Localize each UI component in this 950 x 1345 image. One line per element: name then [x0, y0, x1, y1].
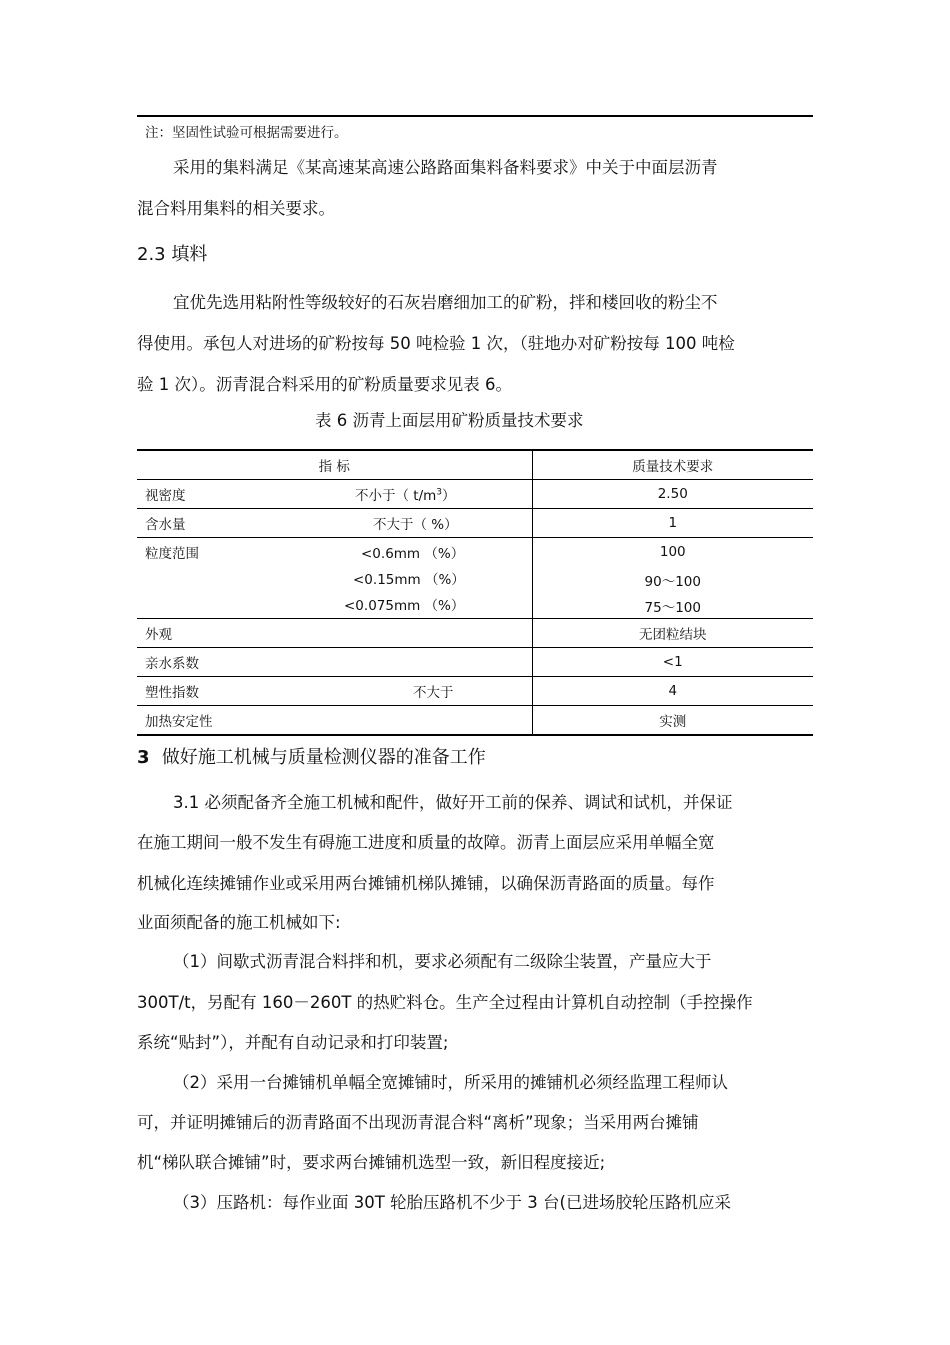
requirement-value: <1 — [532, 648, 813, 677]
indicator-cell — [137, 509, 532, 538]
paragraph-line: 宜优先选用粘附性等级较好的石灰岩磨细加工的矿粉，拌和楼回收的粉尘不 — [173, 293, 718, 312]
section-number: 3 — [137, 747, 150, 768]
indicator-cell — [137, 648, 532, 677]
requirement-value: 2.50 — [532, 480, 813, 509]
table-row — [137, 538, 813, 619]
indicator-condition: 不小于（ $t/m^3$） — [355, 487, 456, 504]
requirement-value — [532, 538, 813, 619]
table-row — [137, 677, 813, 706]
indicator-name: 粒度范围 — [145, 546, 199, 562]
indicator-name: 亲水系数 — [145, 656, 199, 672]
section-title: 做好施工机械与质量检测仪器的准备工作 — [161, 747, 486, 768]
table-row — [137, 706, 813, 736]
table-header-row — [137, 450, 813, 480]
indicator-name: 塑性指数 — [145, 685, 199, 701]
paragraph-line: 机械化连续摊铺作业或采用两台摊铺机梯队摊铺，以确保沥青路面的质量。每作 — [137, 874, 715, 893]
paragraph-line: 验 1 次）。沥青混合料采用的矿粉质量要求见表 6。 — [137, 375, 512, 394]
header-indicator: 指 标 — [137, 450, 532, 480]
indicator-cell — [137, 480, 532, 509]
top-rule — [137, 115, 813, 117]
paragraph-line: 混合料用集料的相关要求。 — [137, 199, 335, 218]
requirement-value: 4 — [532, 677, 813, 706]
table-row — [137, 480, 813, 509]
paragraph-line: 机“梯队联合摊铺”时，要求两台摊铺机选型一致，新旧程度接近; — [137, 1153, 606, 1172]
indicator-name: 外观 — [145, 627, 172, 643]
requirement-value: 实测 — [532, 706, 813, 736]
paragraph-line: （2）采用一台摊铺机单幅全宽摊铺时，所采用的摊铺机必须经监理工程师认 — [173, 1073, 728, 1092]
indicator-condition: <0.075mm （%） — [344, 598, 465, 614]
mineral-powder-spec-table — [137, 449, 813, 736]
indicator-cell — [137, 538, 532, 619]
paragraph-line: 3.1 必须配备齐全施工机械和配件，做好开工前的保养、调试和试机，并保证 — [173, 793, 733, 812]
indicator-cell — [137, 619, 532, 648]
paragraph-line: 在施工期间一般不发生有碍施工进度和质量的故障。沥青上面层应采用单幅全宽 — [137, 833, 715, 852]
section-heading-3 — [137, 743, 486, 769]
requirement-value: 75～100 — [644, 600, 701, 616]
paragraph-line: 得使用。承包人对进场的矿粉按每 50 吨检验 1 次，（驻地办对矿粉按每 100 吨检 — [137, 334, 735, 353]
table-caption: 表 6 沥青上面层用矿粉质量技术要求 — [315, 411, 584, 430]
requirement-value: 100 — [659, 544, 686, 560]
header-requirement: 质量技术要求 — [532, 450, 813, 480]
table-row — [137, 648, 813, 677]
indicator-condition: <0.6mm （%） — [361, 546, 465, 562]
indicator-cell — [137, 706, 532, 736]
paragraph-line: 可，并证明摊铺后的沥青路面不出现沥青混合料“离析”现象；当采用两台摊铺 — [137, 1113, 699, 1132]
indicator-name: 加热安定性 — [145, 714, 213, 730]
requirement-value: 无团粒结块 — [532, 619, 813, 648]
paragraph-line: 300T/t，另配有 160－260T 的热贮料仓。生产全过程由计算机自动控制（手控操作 — [137, 993, 753, 1012]
indicator-condition: <0.15mm （%） — [353, 572, 465, 588]
paragraph-line: （1）间歇式沥青混合料拌和机，要求必须配有二级除尘装置，产量应大于 — [173, 952, 712, 971]
paragraph-line: （3）压路机：每作业面 30T 轮胎压路机不少于 3 台(已进场胶轮压路机应采 — [173, 1193, 731, 1212]
requirement-value: 1 — [532, 509, 813, 538]
paragraph-line: 业面须配备的施工机械如下: — [137, 913, 341, 932]
paragraph-line: 系统“贴封”），并配有自动记录和打印装置; — [137, 1033, 449, 1052]
paragraph-line: 采用的集料满足《某高速某高速公路路面集料备料要求》中关于中面层沥青 — [173, 158, 718, 177]
table-row — [137, 509, 813, 538]
indicator-cell — [137, 677, 532, 706]
indicator-name: 视密度 — [145, 488, 186, 504]
section-heading-2-3: 2.3 填料 — [137, 244, 208, 265]
indicator-condition: 不大于（ %） — [373, 517, 458, 533]
indicator-name: 含水量 — [145, 517, 186, 533]
table-row — [137, 619, 813, 648]
indicator-condition: 不大于 — [413, 685, 454, 701]
requirement-value: 90～100 — [644, 574, 701, 590]
table-note: 注：坚固性试验可根据需要进行。 — [145, 125, 348, 141]
